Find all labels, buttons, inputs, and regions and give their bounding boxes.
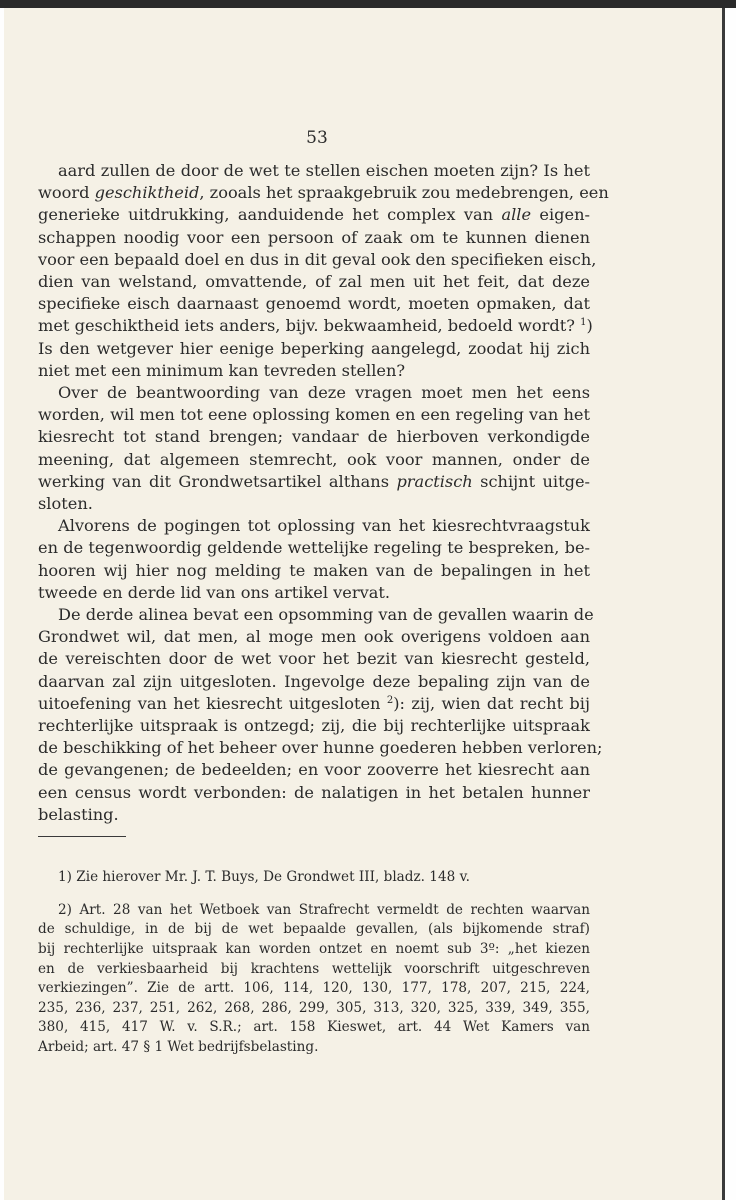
text-line: rechterlijke uitspraak is ontzegd; zij, die bij rechterlijke uitspraak — [38, 716, 590, 736]
text-segment: eigen- — [531, 205, 590, 225]
text-line: sloten. — [38, 494, 93, 514]
text-line: Grondwet wil, dat men, al moge men ook overigens voldoen aan — [38, 627, 590, 647]
italic-term: alle — [501, 205, 532, 225]
body-text — [38, 160, 609, 826]
text-line — [38, 315, 593, 337]
paragraph — [38, 515, 590, 604]
text-line: schappen noodig voor een persoon of zaak om te kunnen dienen — [38, 227, 590, 247]
text-line: hooren wij hier nog melding te maken van de bepalingen in het — [38, 560, 590, 580]
text-segment: , zooals het spraakgebruik zou medebrengen, een — [199, 183, 609, 203]
text-line: niet met een minimum kan tevreden stellen? — [38, 360, 406, 380]
text-segment: schijnt uitge- — [472, 471, 590, 491]
text-line: meening, dat algemeen stemrecht, ook voor mannen, onder de — [38, 449, 590, 469]
text-line: voor een bepaald doel en dus in dit geval ook den specifieken eisch, — [38, 249, 597, 269]
text-segment: generieke uitdrukking, aanduidende het complex van — [38, 205, 502, 225]
footnote — [38, 901, 590, 1058]
text-line: de vereischten door de wet voor het bezit van kiesrecht gesteld, — [38, 649, 590, 669]
text-line: daarvan zal zijn uitgesloten. Ingevolge deze bepaling zijn van de — [38, 671, 590, 691]
text-line: 380, 415, 417 W. v. S.R.; art. 158 Kieswet, art. 44 Wet Kamers van — [38, 1019, 590, 1036]
scan-right-border — [722, 8, 725, 1200]
text-line: en de verkiesbaarheid bij krachtens wettelijk voorschrift uitgeschreven — [38, 960, 590, 977]
text-line: verkiezingen”. Zie de artt. 106, 114, 120, 130, 177, 178, 207, 215, 224, — [38, 980, 590, 997]
text-line: tweede en derde lid van ons artikel vervat. — [38, 582, 391, 602]
paragraph — [38, 160, 609, 382]
text-segment: ) — [586, 316, 593, 336]
text-line: 2) Art. 28 van het Wetboek van Strafrecht vermeldt de rechten waarvan — [58, 901, 590, 918]
footnote-ref[interactable]: 1 — [580, 317, 587, 329]
page-number: 53 — [306, 128, 328, 148]
text-line: dien van welstand, omvattende, of zal men uit het feit, dat deze — [38, 272, 590, 292]
text-segment: ): zij, wien dat recht bij — [393, 693, 590, 713]
italic-term: geschiktheid — [94, 183, 200, 203]
text-line: De derde alinea bevat een opsomming van de gevallen waarin de — [58, 605, 594, 625]
footnotes — [38, 854, 590, 1071]
text-line: de beschikking of het beheer over hunne goederen hebben verloren; — [38, 738, 603, 758]
italic-term: practisch — [396, 471, 473, 491]
text-line — [38, 471, 590, 493]
text-line: Is den wetgever hier eenige beperking aangelegd, zoodat hij zich — [38, 338, 590, 358]
page-sheet — [4, 8, 722, 1200]
text-segment: werking van dit Grondwetsartikel althans — [38, 471, 397, 491]
text-line: Over de beantwoording van deze vragen moet men het eens — [58, 383, 590, 403]
text-line: en de tegenwoordig geldende wettelijke regeling te bespreken, be- — [38, 538, 590, 558]
text-segment: uitoefening van het kiesrecht uitgesloten — [38, 693, 387, 713]
footnote-ref[interactable]: 2 — [386, 694, 394, 706]
paragraph — [38, 382, 590, 515]
text-line: de gevangenen; de bedeelden; en voor zooverre het kiesrecht aan — [38, 760, 590, 780]
text-line: belasting. — [38, 804, 119, 824]
text-line: aard zullen de door de wet te stellen eischen moeten zijn? Is het — [58, 161, 590, 180]
text-line — [38, 182, 609, 204]
text-line: 1) Zie hierover Mr. J. T. Buys, De Grondwet III, bladz. 148 v. — [58, 868, 470, 885]
scan-top-border — [0, 0, 736, 8]
footnote — [38, 868, 590, 888]
text-line: specifieke eisch daarnaast genoemd wordt, moeten opmaken, dat — [38, 294, 590, 314]
text-line: de schuldige, in de bij de wet bepaalde gevallen, (als bijkomende straf) — [38, 921, 590, 938]
text-line: kiesrecht tot stand brengen; vandaar de hierboven verkondigde — [38, 427, 590, 447]
text-line — [38, 204, 590, 226]
text-line: een census wordt verbonden: de nalatigen in het betalen hunner — [38, 782, 590, 802]
footnote-divider — [38, 836, 126, 837]
paragraph — [38, 604, 603, 826]
text-line: Arbeid; art. 47 § 1 Wet bedrijfsbelasting. — [38, 1038, 319, 1055]
text-line: Alvorens de pogingen tot oplossing van het kiesrechtvraagstuk — [58, 516, 590, 536]
text-line: 235, 236, 237, 251, 262, 268, 286, 299, 305, 313, 320, 325, 339, 349, 355, — [38, 999, 590, 1016]
text-line: bij rechterlijke uitspraak kan worden ontzet en noemt sub 3º: „het kiezen — [38, 940, 590, 957]
text-line — [38, 693, 590, 715]
text-segment: woord — [38, 183, 95, 203]
text-segment: met geschiktheid iets anders, bijv. bekwaamheid, bedoeld wordt? — [38, 316, 581, 336]
text-line: worden, wil men tot eene oplossing komen en een regeling van het — [38, 405, 590, 425]
